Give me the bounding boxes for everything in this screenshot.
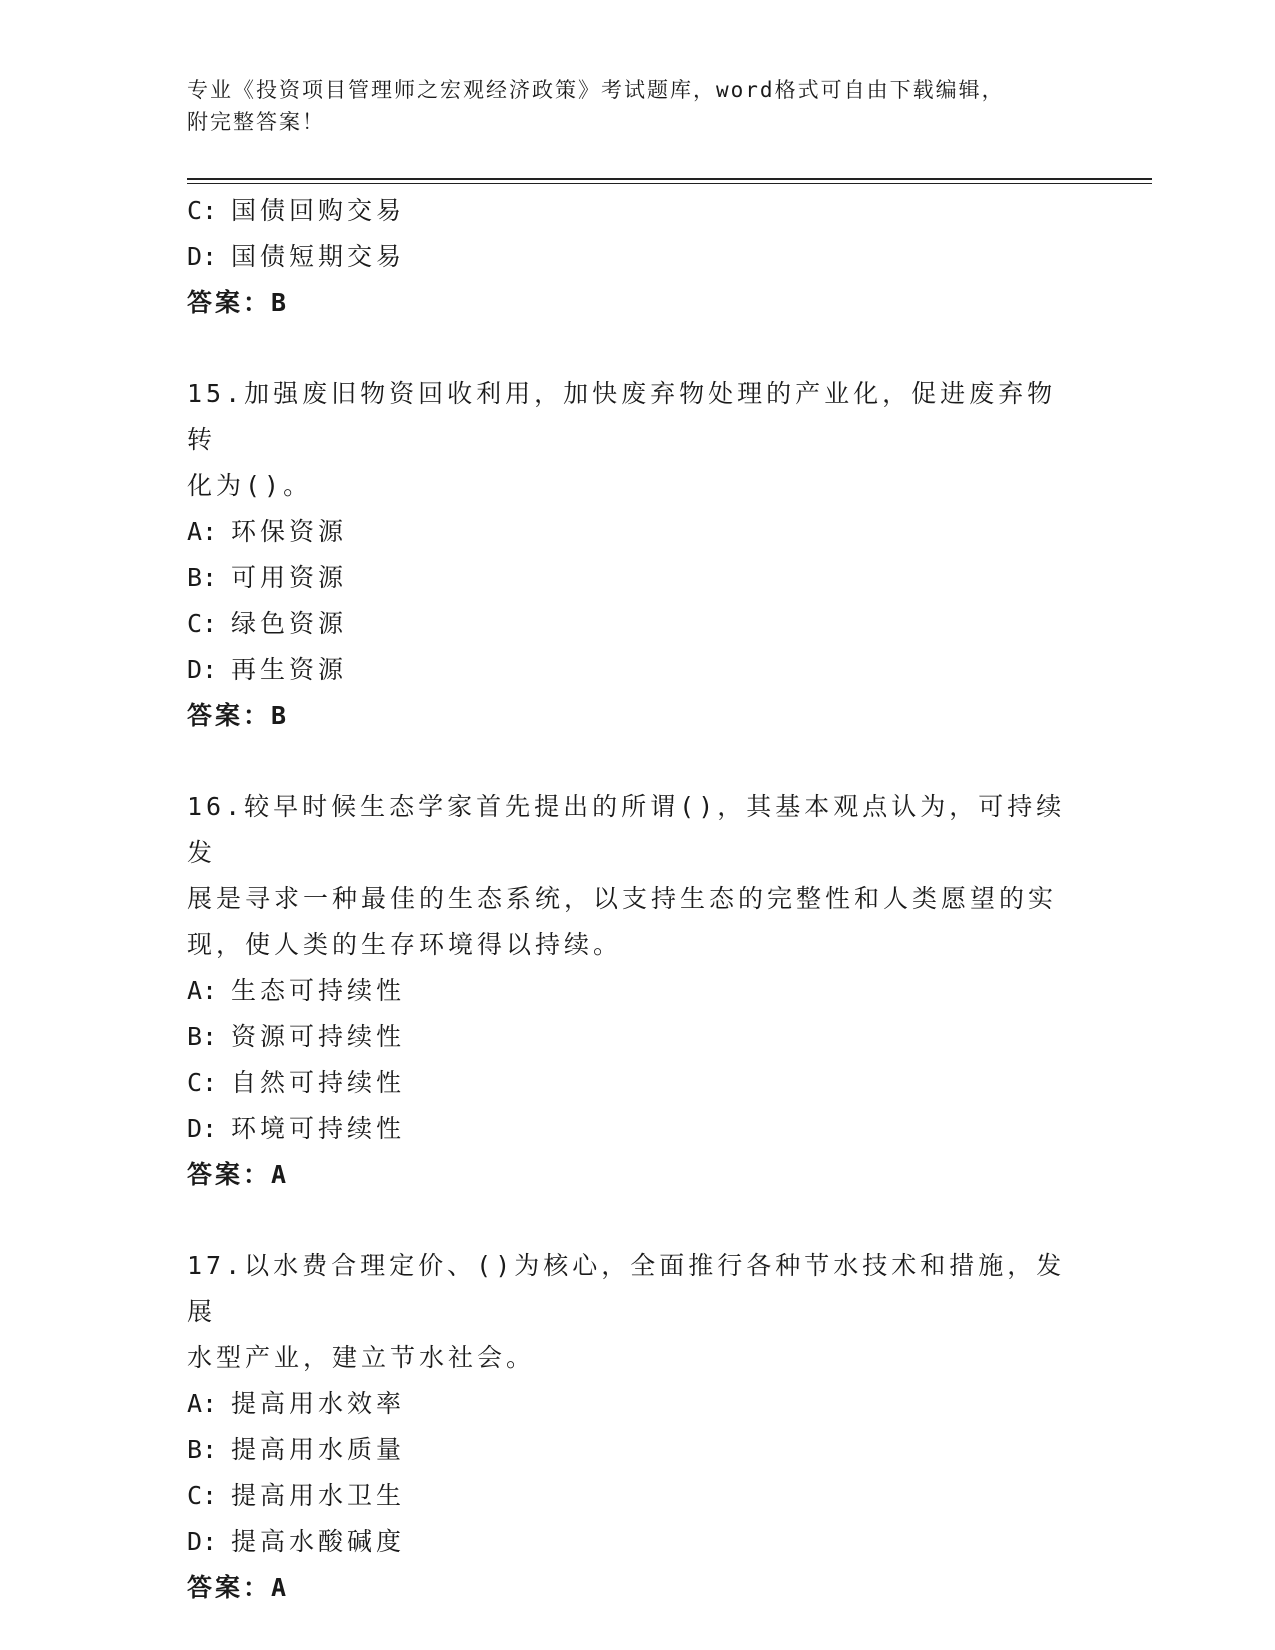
option-text: 自然可持续性	[231, 1068, 406, 1097]
option-text: 国债短期交易	[231, 242, 406, 271]
option-text: 提高用水效率	[231, 1389, 406, 1418]
option-letter: A:	[187, 1389, 218, 1418]
option-letter: B:	[187, 1022, 218, 1051]
question-15	[187, 371, 1087, 739]
option-d	[187, 234, 1087, 280]
stem-line: 水型产业，建立节水社会。	[187, 1343, 536, 1372]
option-c	[187, 188, 1087, 234]
option-text: 环保资源	[231, 517, 348, 546]
option-b	[187, 1427, 1087, 1473]
header-line-1: 专业《投资项目管理师之宏观经济政策》考试题库，word格式可自由下载编辑，	[187, 78, 1005, 102]
answer-line: 答案：A	[187, 1160, 290, 1189]
option-a	[187, 509, 1087, 555]
option-letter: C:	[187, 609, 218, 638]
option-d	[187, 1106, 1087, 1152]
question-14-continued	[187, 188, 1087, 326]
question-16	[187, 784, 1087, 1198]
option-text: 提高用水卫生	[231, 1481, 406, 1510]
option-letter: D:	[187, 1527, 218, 1556]
header-line-2: 附完整答案！	[187, 110, 325, 134]
stem-line: 16.较早时候生态学家首先提出的所谓()，其基本观点认为，可持续发	[187, 792, 1066, 867]
option-letter: D:	[187, 655, 218, 684]
answer-line: 答案：A	[187, 1573, 290, 1602]
option-letter: C:	[187, 1481, 218, 1510]
question-stem	[187, 1243, 1067, 1381]
option-text: 提高水酸碱度	[231, 1527, 406, 1556]
option-letter: C:	[187, 196, 218, 225]
stem-line: 化为()。	[187, 471, 313, 500]
option-letter: D:	[187, 1114, 218, 1143]
question-stem	[187, 784, 1067, 968]
option-letter: A:	[187, 517, 218, 546]
option-d	[187, 647, 1087, 693]
stem-line: 现，使人类的生存环境得以持续。	[187, 930, 623, 959]
option-c	[187, 1473, 1087, 1519]
option-letter: B:	[187, 563, 218, 592]
answer-line: 答案：B	[187, 288, 290, 317]
header-divider-thick	[187, 178, 1152, 180]
option-c	[187, 1060, 1087, 1106]
option-text: 提高用水质量	[231, 1435, 406, 1464]
option-b	[187, 555, 1087, 601]
option-text: 国债回购交易	[231, 196, 406, 225]
option-text: 绿色资源	[231, 609, 348, 638]
option-text: 可用资源	[231, 563, 348, 592]
option-text: 环境可持续性	[231, 1114, 406, 1143]
option-d	[187, 1519, 1087, 1565]
answer-line: 答案：B	[187, 701, 290, 730]
option-a	[187, 968, 1087, 1014]
option-b	[187, 1014, 1087, 1060]
option-letter: C:	[187, 1068, 218, 1097]
option-text: 生态可持续性	[231, 976, 406, 1005]
option-letter: D:	[187, 242, 218, 271]
header-divider-thin	[187, 183, 1152, 184]
stem-line: 17.以水费合理定价、()为核心，全面推行各种节水技术和措施，发展	[187, 1251, 1066, 1326]
option-text: 再生资源	[231, 655, 348, 684]
question-list	[187, 188, 1087, 1611]
option-text: 资源可持续性	[231, 1022, 406, 1051]
stem-line: 展是寻求一种最佳的生态系统，以支持生态的完整性和人类愿望的实	[187, 884, 1058, 913]
option-c	[187, 601, 1087, 647]
stem-line: 15.加强废旧物资回收利用，加快废弃物处理的产业化，促进废弃物转	[187, 379, 1057, 454]
option-a	[187, 1381, 1087, 1427]
option-letter: A:	[187, 976, 218, 1005]
option-letter: B:	[187, 1435, 218, 1464]
document-header	[187, 74, 1067, 138]
question-stem	[187, 371, 1067, 509]
question-17	[187, 1243, 1087, 1611]
